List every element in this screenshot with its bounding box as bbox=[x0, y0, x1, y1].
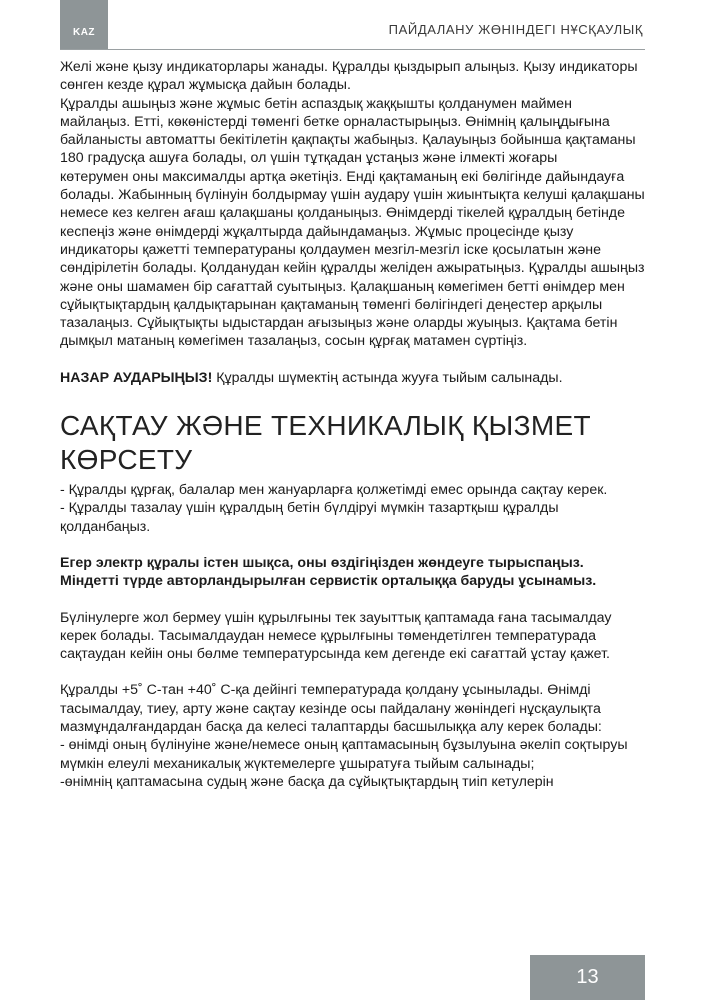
paragraph-transport: Бүлінулерге жол бермеу үшін құрылғыны тек зауыттық қаптамада ғана тасымалдау керек болады. Тасымалдаудан немесе құрылғыны төмендетілген температурада сақтаудан кейін оны бөлме температурсында кем дегенде екі сағаттай ұстау қажет. bbox=[60, 609, 612, 663]
warning-paragraph bbox=[60, 369, 645, 387]
service-notice: Егер электр құралы істен шықса, оны өздігіңізден жөндеуге тырыспаңыз. Міндетті түрде авторландырылған сервистік орталыққа баруды ұсынамыз. bbox=[60, 554, 597, 590]
language-tab: KAZ bbox=[60, 0, 108, 50]
paragraph-indicators: Желі және қызу индикаторлары жанады. Құралды қыздырып алыңыз. Қызу индикаторы сөнген кезде құрал жұмысқа дайын болады. bbox=[60, 59, 638, 94]
paragraph-temperature: Құралды +5˚ С-тан +40˚ С-қа дейінгі температурада қолдану ұсынылады. Өнімді тасымалдау, тиеу, арту және сақтау кезінде осы пайдалану жөніндегі нұсқаулықта мазмұндалғандардан басқа да келесі талаптарды басшылыққа алу керек болады: bbox=[60, 682, 602, 736]
paragraph-cooking: көтерумен оны максималды артқа әкетіңіз. Енді қақтаманың екі бөлігінде дайындауға болады. Жабынның бүлінуін болдырмау үшін аудару үшін жиынтықта келуші қалақшаны немесе кез келген ағаш қалақшаны қолданыңыз. Өнімдерді тікелей құралдың бетінде кеспеңіз және өнімдерді жұқалтырда дайындамаңыз. Жұмыс процесінде қызу индикаторы қажетті температураны қолдаумен мезгіл-мезгіл іске қосылатын және сөндірілетін болады. Қолданудан кейін құралды желіден ажыратыңыз. Құралды ашыңыз және оны шамамен бір сағаттай суытыңыз. Қалақшаның көмегімен бетті өнімдер мен сұйықтықтардың қалдықтарынан қақтаманың төменгі бөлігіндегі деңестер арқылы тазалаңыз. Сұйықтықты ыдыстардан ағызыңыз және оларды жуыңыз. Қақтама бетін дымқыл матаның көмегімен тазалаңыз, сосын құрғақ матамен сүртіңіз. bbox=[60, 168, 645, 350]
transport-bullet-2: -өнімнің қаптамасына судың және басқа да сұйықтықтардың тиіп кетулерін bbox=[60, 773, 554, 790]
warning-label: НАЗАР АУДАРЫҢЫЗ! bbox=[60, 369, 213, 386]
manual-content bbox=[60, 58, 645, 791]
section-title: САҚТАУ ЖӘНЕ ТЕХНИКАЛЫҚ ҚЫЗМЕТ КӨРСЕТУ bbox=[60, 410, 591, 476]
page-number: 13 bbox=[530, 955, 645, 1000]
paragraph-usage: Құралды ашыңыз және жұмыс бетін аспаздық жаққышты қолданумен маймен майлаңыз. Етті, көкөністерді төменгі бетке орналастырыңыз. Өнімнің қалыңдығына байланысты автоматты бекітілетін қақпақты жабыңыз. Қалауыңыз бойынша қақтаманы 180 градусқа ашуға болады, ол үшін тұтқадан ұстаңыз және ілмекті жоғары bbox=[60, 95, 636, 167]
transport-bullet-1: - өнімді оның бүлінуіне және/немесе оның қаптамасының бұзылуына әкеліп соқтыруы мүмкін елеулі механикалық жүктемелерге ұшыратуға тыйым салынады; bbox=[60, 737, 628, 772]
storage-bullet-1: - Құралды құрғақ, балалар мен жануарларға қолжетімді емес орында сақтау керек. bbox=[60, 482, 608, 499]
page-header-title: ПАЙДАЛАНУ ЖӨНІНДЕГІ НҰСҚАУЛЫҚ bbox=[388, 22, 643, 37]
warning-text: Құралды шүмектің астында жууға тыйым салынады. bbox=[212, 369, 563, 386]
header-divider bbox=[60, 49, 645, 50]
storage-bullet-2: - Құралды тазалау үшін құралдың бетін бүлдіруі мүмкін тазартқыш құралды қолданбаңыз. bbox=[60, 500, 559, 535]
